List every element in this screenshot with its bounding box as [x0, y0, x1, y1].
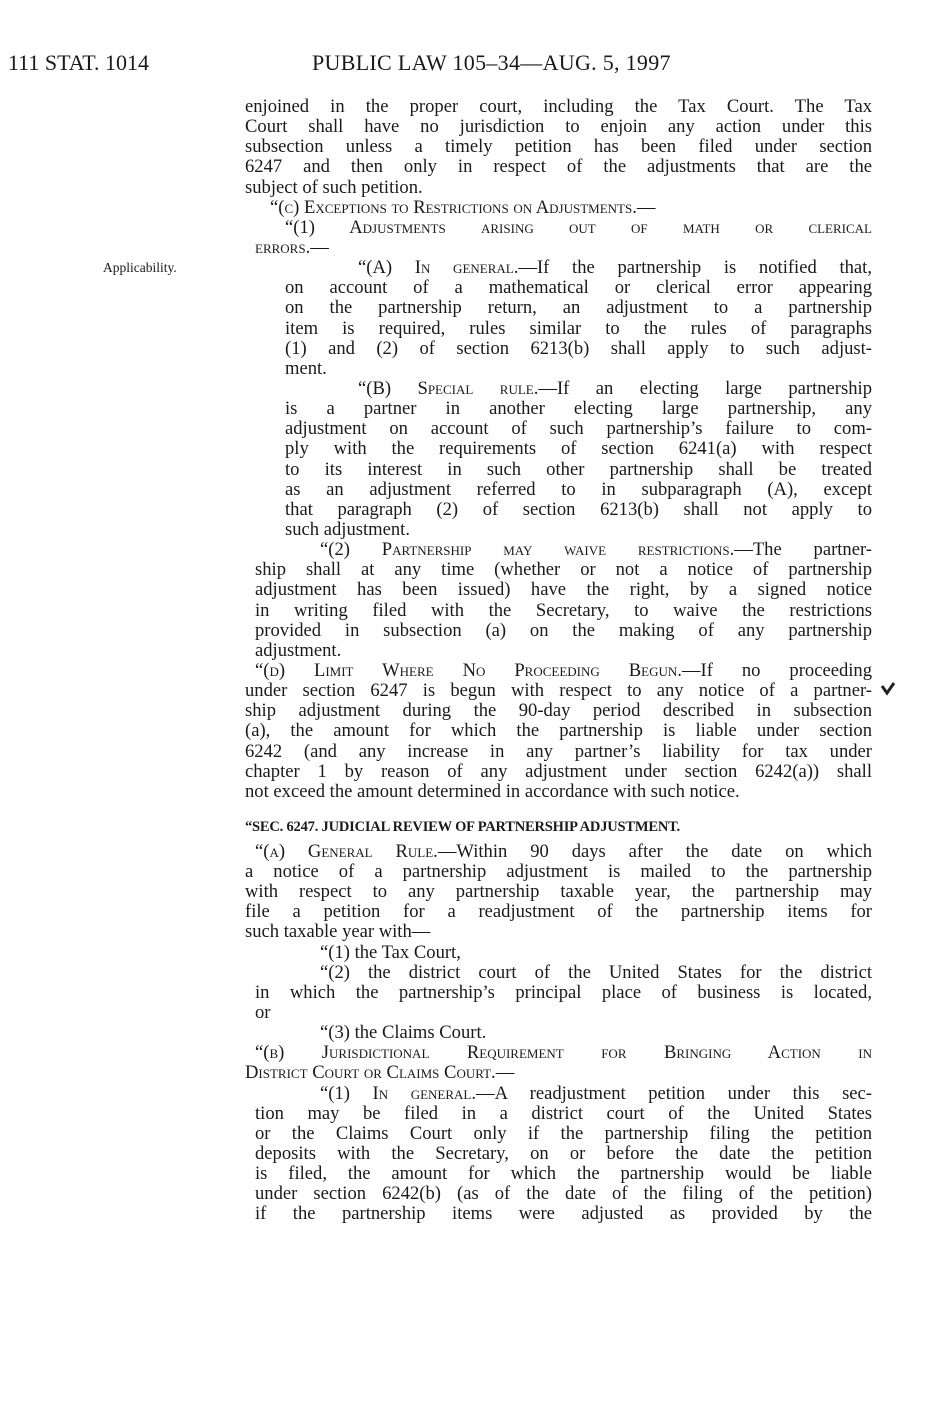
body-text: that paragraph (2) of section 6213(b) shall not apply to [285, 498, 872, 520]
text-line [255, 641, 872, 661]
text-line [320, 963, 872, 983]
text-line [245, 178, 872, 198]
text-line [285, 339, 872, 359]
body-text: ship shall at any time (whether or not a notice of partnership [255, 559, 872, 581]
paragraph-cA [0, 258, 947, 379]
body-text: under section 6247 is begun with respect to any notice of a partner- [245, 680, 872, 702]
body-text: —Within 90 days after the date on which [437, 840, 872, 862]
text-line [245, 681, 872, 701]
body-text: file a petition for a readjustment of the partnership items for [245, 901, 872, 923]
text-line [320, 1084, 872, 1104]
text-line [285, 298, 872, 318]
small-caps-heading: “(c) Exceptions to Restrictions on Adjustments.— [270, 196, 656, 218]
small-caps-heading: “(b) Jurisdictional Requirement for Bringing Action in [255, 1042, 872, 1064]
text-line [245, 742, 872, 762]
text-line [358, 379, 872, 399]
text-line [285, 480, 872, 500]
paragraph-p1 [0, 97, 947, 198]
body-text: if the partnership items were adjusted as provided by the [255, 1203, 872, 1225]
body-text: enjoined in the proper court, including the Tax Court. The Tax [245, 96, 872, 117]
text-line [285, 460, 872, 480]
text-line [245, 862, 872, 882]
text-line [255, 621, 872, 641]
small-caps-heading: District Court or Claims Court.— [245, 1062, 515, 1084]
text-line [285, 520, 872, 540]
text-line [245, 902, 872, 922]
body-text: on the partnership return, an adjustment to a partnership [285, 297, 872, 319]
text-line [245, 922, 872, 942]
text-line [245, 721, 872, 741]
body-text: is a partner in another electing large partnership, any [285, 398, 872, 420]
body-text: 6242 (and any increase in any partner’s liability for tax under [245, 740, 872, 762]
text-line [285, 359, 872, 379]
text-line [245, 782, 872, 802]
text-line [285, 218, 872, 238]
body-text: “(3) the Claims Court. [320, 1022, 487, 1044]
paragraph-c2 [0, 540, 947, 661]
body-text: or the Claims Court only if the partnership filing the petition [255, 1122, 872, 1144]
body-text: under section 6242(b) (as of the date of the filing of the petition) [255, 1183, 872, 1205]
body-text: provided in subsection (a) on the making of any partnership [255, 619, 872, 641]
text-line [285, 500, 872, 520]
text-line [255, 842, 872, 862]
body-text: ship adjustment during the 90-day period described in subsection [245, 700, 872, 722]
small-caps-heading: “(1) In general. [320, 1082, 477, 1104]
text-line [285, 319, 872, 339]
body-text: such taxable year with— [245, 921, 431, 943]
text-line [320, 943, 872, 963]
body-text: adjustment. [255, 639, 342, 661]
text-line [255, 1124, 872, 1144]
body-text: tion may be filed in a district court of the United States [255, 1102, 872, 1124]
text-line [255, 983, 872, 1003]
paragraph-c [0, 198, 947, 218]
text-line [255, 1104, 872, 1124]
text-line [255, 1164, 872, 1184]
body-text: —The partner- [734, 539, 872, 561]
body-text: adjustment on account of such partnership’s failure to com- [285, 418, 872, 440]
body-text: with respect to any partnership taxable year, the partnership may [245, 881, 872, 903]
text-line [245, 701, 872, 721]
text-line [245, 1063, 872, 1083]
text-line [255, 1144, 872, 1164]
text-line [255, 601, 872, 621]
text-line [255, 1184, 872, 1204]
small-caps-heading: “(B) Special rule. [358, 377, 539, 399]
text-line [255, 661, 872, 681]
body-text: not exceed the amount determined in accordance with such notice. [245, 780, 740, 802]
body-text: on account of a mathematical or clerical error appearing [285, 277, 872, 299]
text-line [245, 762, 872, 782]
small-caps-heading: “(2) Partnership may waive restrictions. [320, 539, 735, 561]
paragraph-b1 [0, 1084, 947, 1225]
body-text: —A readjustment petition under this sec- [476, 1082, 873, 1104]
text-line [255, 1043, 872, 1063]
body-text: —If the partnership is notified that, [518, 257, 872, 279]
body-text: (a), the amount for which the partnership is liable under section [245, 720, 872, 742]
small-caps-heading: errors.— [255, 236, 329, 258]
body-text: item is required, rules similar to the rules of paragraphs [285, 317, 872, 339]
body-text: in which the partnership’s principal place of business is located, [255, 981, 872, 1003]
body-text: such adjustment. [285, 518, 410, 540]
paragraph-b [0, 1043, 947, 1083]
body-text: is filed, the amount for which the partnership would be liable [255, 1163, 872, 1185]
paragraph-c1 [0, 218, 947, 258]
small-caps-heading: “(A) In general. [358, 257, 519, 279]
text-line [245, 157, 872, 177]
paragraph-d [0, 661, 947, 802]
margin-note: Applicability. [103, 260, 177, 275]
paragraph-a [0, 842, 947, 943]
body-text: “(1) the Tax Court, [320, 941, 461, 963]
body-text: in writing filed with the Secretary, to waive the restrictions [255, 599, 872, 621]
body-text: chapter 1 by reason of any adjustment under section 6242(a)) shall [245, 760, 872, 782]
text-line [255, 580, 872, 600]
small-caps-heading: “(1) Adjustments arising out of math or clerical [285, 216, 872, 238]
text-line [245, 137, 872, 157]
body-text: or [255, 1002, 271, 1024]
text-line [285, 278, 872, 298]
running-header: PUBLIC LAW 105–34—AUG. 5, 1997 [312, 50, 671, 75]
paragraph-a2 [0, 963, 947, 1023]
body-text: a notice of a partnership adjustment is mailed to the partnership [245, 861, 872, 883]
paragraph-cB [0, 379, 947, 540]
body-text: subsection unless a timely petition has been filed under section [245, 136, 872, 158]
body-text: ply with the requirements of section 6241(a) with respect [285, 438, 872, 460]
body-text: subject of such petition. [245, 176, 423, 198]
page-stat-number: 111 STAT. 1014 [8, 50, 150, 75]
text-line [255, 1204, 872, 1224]
body-text: adjustment has been issued) have the right, by a signed notice [255, 579, 872, 601]
body-text: “(2) the district court of the United States for the district [320, 961, 872, 983]
body-text: deposits with the Secretary, on or before the date the petition [255, 1143, 872, 1165]
text-line [320, 1023, 872, 1043]
body-text: —If no proceeding [681, 659, 873, 681]
paragraph-a3 [0, 1023, 947, 1043]
body-text: 6247 and then only in respect of the adjustments that are the [245, 156, 872, 178]
body-text: ment. [285, 357, 327, 379]
body-text: as an adjustment referred to in subparagraph (A), except [285, 478, 872, 500]
text-line [245, 117, 872, 137]
body-text: —If an electing large partnership [538, 377, 872, 399]
text-line [285, 419, 872, 439]
body-text: (1) and (2) of section 6213(b) shall apply to such adjust- [285, 337, 872, 359]
text-line [358, 258, 872, 278]
small-caps-heading: “(a) General Rule. [255, 840, 438, 862]
text-line [255, 238, 872, 258]
text-line [255, 560, 872, 580]
body-text: to its interest in such other partnership shall be treated [285, 458, 872, 480]
section-heading: “SEC. 6247. JUDICIAL REVIEW OF PARTNERSHIP ADJUSTMENT. [245, 818, 680, 835]
text-line [255, 1003, 872, 1023]
text-line [285, 439, 872, 459]
small-caps-heading: “(d) Limit Where No Proceeding Begun. [255, 659, 682, 681]
text-line [245, 882, 872, 902]
paragraph-a1 [0, 943, 947, 963]
body-text: Court shall have no jurisdiction to enjoin any action under this [245, 116, 872, 138]
text-line [245, 97, 872, 117]
text-line [285, 399, 872, 419]
text-line [270, 198, 872, 218]
document-body [0, 97, 947, 1225]
text-line [320, 540, 872, 560]
